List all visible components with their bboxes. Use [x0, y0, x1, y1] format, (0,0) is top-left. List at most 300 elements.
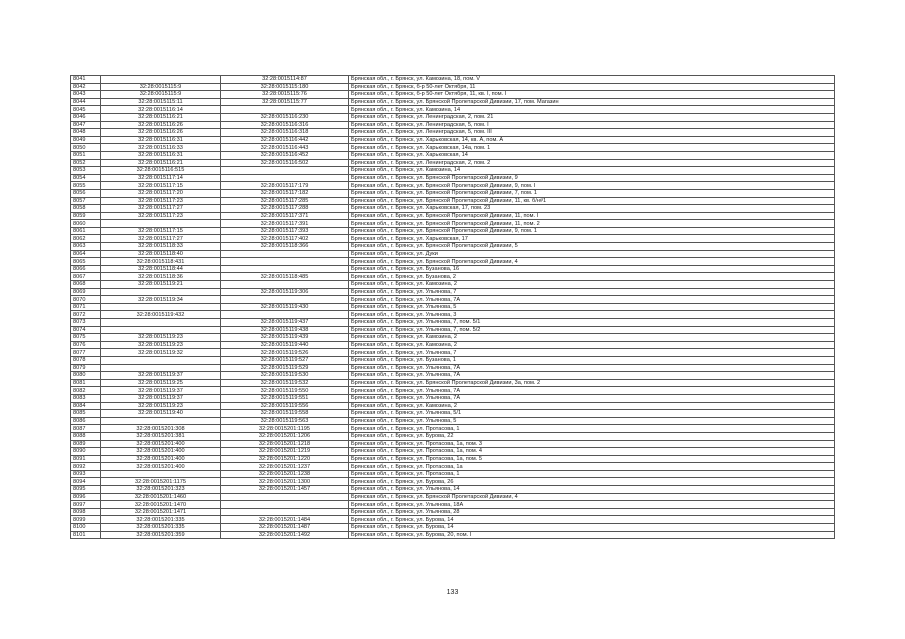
- object-cadastral-number-cell: 32:28:0015119:529: [221, 364, 349, 372]
- object-cadastral-number-cell: 32:28:0015116:452: [221, 151, 349, 159]
- address-cell: Брянская обл., г. Брянск, ул. Бузанова, 2: [349, 273, 835, 281]
- row-number-cell: 8083: [71, 394, 101, 402]
- table-row: [71, 356, 835, 364]
- address-cell: Брянская обл., г. Брянск, ул. Брянской Пролетарской Дивизии, 3а, пом. 2: [349, 379, 835, 387]
- table-row: [71, 258, 835, 266]
- row-number-cell: 8093: [71, 470, 101, 478]
- table-row: [71, 121, 835, 129]
- parcel-cadastral-number-cell: 32:28:0015119:32: [101, 349, 221, 357]
- row-number-cell: 8086: [71, 417, 101, 425]
- row-number-cell: 8089: [71, 440, 101, 448]
- parcel-cadastral-number-cell: 32:28:0015115:9: [101, 91, 221, 99]
- table-row: [71, 212, 835, 220]
- address-cell: Брянская обл., г. Брянск, ул. Бузанова, 16: [349, 265, 835, 273]
- row-number-cell: 8055: [71, 182, 101, 190]
- address-cell: Брянская обл., г. Брянск, ул. Дуки: [349, 250, 835, 258]
- table-row: [71, 227, 835, 235]
- table-row: [71, 524, 835, 532]
- parcel-cadastral-number-cell: 32:28:0015119:40: [101, 410, 221, 418]
- table-row: [71, 463, 835, 471]
- object-cadastral-number-cell: 32:28:0015116:316: [221, 121, 349, 129]
- row-number-cell: 8056: [71, 189, 101, 197]
- row-number-cell: 8076: [71, 341, 101, 349]
- address-cell: Брянская обл., г. Брянск, ул. Ленинградская, 2, пом. 21: [349, 113, 835, 121]
- table-row: [71, 501, 835, 509]
- address-cell: Брянская обл., г. Брянск, ул. Бурова, 14: [349, 516, 835, 524]
- table-row: [71, 129, 835, 137]
- address-cell: Брянская обл., г. Брянск, ул. Брянской Пролетарской Дивизии, 9: [349, 174, 835, 182]
- row-number-cell: 8085: [71, 410, 101, 418]
- row-number-cell: 8050: [71, 144, 101, 152]
- object-cadastral-number-cell: 32:28:0015201:1484: [221, 516, 349, 524]
- object-cadastral-number-cell: [221, 258, 349, 266]
- row-number-cell: 8060: [71, 220, 101, 228]
- object-cadastral-number-cell: [221, 311, 349, 319]
- parcel-cadastral-number-cell: [101, 326, 221, 334]
- address-cell: Брянская обл., г. Брянск, ул. Протасова, 1а, пом. 5: [349, 455, 835, 463]
- object-cadastral-number-cell: 32:28:0015118:366: [221, 243, 349, 251]
- address-cell: Брянская обл., г. Брянск, ул. Харьковская, 17: [349, 235, 835, 243]
- row-number-cell: 8071: [71, 303, 101, 311]
- object-cadastral-number-cell: 32:28:0015201:1219: [221, 448, 349, 456]
- row-number-cell: 8047: [71, 121, 101, 129]
- row-number-cell: 8062: [71, 235, 101, 243]
- row-number-cell: 8044: [71, 98, 101, 106]
- row-number-cell: 8099: [71, 516, 101, 524]
- parcel-cadastral-number-cell: 32:28:0015201:381: [101, 432, 221, 440]
- table-row: [71, 243, 835, 251]
- page-number: 133: [446, 589, 459, 596]
- address-cell: Брянская обл., г. Брянск, ул. Бурова, 20, пом. I: [349, 531, 835, 539]
- table-row: [71, 440, 835, 448]
- object-cadastral-number-cell: 32:28:0015119:532: [221, 379, 349, 387]
- register-table-body: [71, 76, 835, 539]
- row-number-cell: 8067: [71, 273, 101, 281]
- address-cell: Брянская обл., г. Брянск, ул. Брянской Пролетарской Дивизии, 9, пом. I: [349, 182, 835, 190]
- address-cell: Брянская обл., г. Брянск, ул. Бузанова, 1: [349, 356, 835, 364]
- address-cell: Брянская обл., г. Брянск, ул. Ульянова, 28: [349, 508, 835, 516]
- table-row: [71, 402, 835, 410]
- object-cadastral-number-cell: 32:28:0015201:1237: [221, 463, 349, 471]
- object-cadastral-number-cell: 32:28:0015119:306: [221, 288, 349, 296]
- address-cell: Брянская обл., г. Брянск, ул. Камозина, 2: [349, 334, 835, 342]
- table-row: [71, 516, 835, 524]
- parcel-cadastral-number-cell: 32:28:0015119:25: [101, 379, 221, 387]
- table-row: [71, 432, 835, 440]
- table-row: [71, 417, 835, 425]
- row-number-cell: 8063: [71, 243, 101, 251]
- parcel-cadastral-number-cell: 32:28:0015117:14: [101, 174, 221, 182]
- object-cadastral-number-cell: 32:28:0015201:1300: [221, 478, 349, 486]
- object-cadastral-number-cell: 32:28:0015115:76: [221, 91, 349, 99]
- parcel-cadastral-number-cell: 32:28:0015118:40: [101, 250, 221, 258]
- parcel-cadastral-number-cell: 32:28:0015117:23: [101, 212, 221, 220]
- table-row: [71, 98, 835, 106]
- address-cell: Брянская обл., г. Брянск, ул. Ульянова, 7: [349, 349, 835, 357]
- parcel-cadastral-number-cell: 32:28:0015117:27: [101, 205, 221, 213]
- row-number-cell: 8072: [71, 311, 101, 319]
- object-cadastral-number-cell: [221, 296, 349, 304]
- table-row: [71, 470, 835, 478]
- address-cell: Брянская обл., г. Брянск, ул. Ленинградская, 2, пом. 2: [349, 159, 835, 167]
- address-cell: Брянская обл., г. Брянск, ул. Брянской Пролетарской Дивизии, 4: [349, 493, 835, 501]
- row-number-cell: 8084: [71, 402, 101, 410]
- parcel-cadastral-number-cell: 32:28:0015201:400: [101, 448, 221, 456]
- table-row: [71, 379, 835, 387]
- address-cell: Брянская обл., г. Брянск, ул. Протасова, 1: [349, 425, 835, 433]
- table-row: [71, 235, 835, 243]
- table-row: [71, 394, 835, 402]
- address-cell: Брянская обл., г. Брянск, ул. Ульянова, 14: [349, 486, 835, 494]
- address-cell: Брянская обл., г. Брянск, ул. Брянской Пролетарской Дивизии, 7, пом. 1: [349, 189, 835, 197]
- table-row: [71, 311, 835, 319]
- object-cadastral-number-cell: 32:28:0015201:1218: [221, 440, 349, 448]
- object-cadastral-number-cell: 32:28:0015119:437: [221, 319, 349, 327]
- parcel-cadastral-number-cell: [101, 356, 221, 364]
- parcel-cadastral-number-cell: [101, 364, 221, 372]
- object-cadastral-number-cell: 32:28:0015119:526: [221, 349, 349, 357]
- table-row: [71, 205, 835, 213]
- address-cell: Брянская обл., г. Брянск, ул. Камозина, 2: [349, 281, 835, 289]
- address-cell: Брянская обл., г. Брянск, ул. Ульянова, 5/1: [349, 410, 835, 418]
- object-cadastral-number-cell: [221, 167, 349, 175]
- address-cell: Брянская обл., г. Брянск, ул. Брянской Пролетарской Дивизии, 4: [349, 258, 835, 266]
- table-row: [71, 508, 835, 516]
- parcel-cadastral-number-cell: 32:28:0015116:14: [101, 106, 221, 114]
- object-cadastral-number-cell: 32:28:0015115:77: [221, 98, 349, 106]
- address-cell: Брянская обл., г. Брянск, ул. Брянской Пролетарской Дивизии, 11, кв. б/н#1: [349, 197, 835, 205]
- row-number-cell: 8053: [71, 167, 101, 175]
- address-cell: Брянская обл., г. Брянск, ул. Протасова, 1а, пом. 3: [349, 440, 835, 448]
- object-cadastral-number-cell: 32:28:0015117:391: [221, 220, 349, 228]
- object-cadastral-number-cell: 32:28:0015117:288: [221, 205, 349, 213]
- address-cell: Брянская обл., г. Брянск, ул. Камозина, 18, пом. V: [349, 76, 835, 84]
- address-cell: Брянская обл., г. Брянск, ул. Ульянова, 7А: [349, 387, 835, 395]
- address-cell: Брянская обл., г. Брянск, ул. Ульянова, 7А: [349, 372, 835, 380]
- parcel-cadastral-number-cell: 32:28:0015115:9: [101, 83, 221, 91]
- parcel-cadastral-number-cell: [101, 319, 221, 327]
- parcel-cadastral-number-cell: 32:28:0015119:432: [101, 311, 221, 319]
- row-number-cell: 8078: [71, 356, 101, 364]
- address-cell: Брянская обл., г. Брянск, ул. Бурова, 26: [349, 478, 835, 486]
- parcel-cadastral-number-cell: 32:28:0015117:15: [101, 182, 221, 190]
- table-row: [71, 106, 835, 114]
- address-cell: Брянская обл., г. Брянск, ул. Протасова, 1а, пом. 4: [349, 448, 835, 456]
- table-row: [71, 364, 835, 372]
- parcel-cadastral-number-cell: [101, 76, 221, 84]
- row-number-cell: 8051: [71, 151, 101, 159]
- object-cadastral-number-cell: [221, 508, 349, 516]
- row-number-cell: 8045: [71, 106, 101, 114]
- table-row: [71, 136, 835, 144]
- object-cadastral-number-cell: 32:28:0015119:563: [221, 417, 349, 425]
- object-cadastral-number-cell: 32:28:0015119:430: [221, 303, 349, 311]
- address-cell: Брянская обл., г. Брянск, ул. Камозина, 14: [349, 106, 835, 114]
- parcel-cadastral-number-cell: 32:28:0015201:400: [101, 463, 221, 471]
- object-cadastral-number-cell: 32:28:0015119:550: [221, 387, 349, 395]
- table-row: [71, 288, 835, 296]
- object-cadastral-number-cell: 32:28:0015201:1238: [221, 470, 349, 478]
- address-cell: Брянская обл., г. Брянск, ул. Брянской Пролетарской Дивизии, 5: [349, 243, 835, 251]
- row-number-cell: 8098: [71, 508, 101, 516]
- parcel-cadastral-number-cell: 32:28:0015119:34: [101, 296, 221, 304]
- row-number-cell: 8065: [71, 258, 101, 266]
- parcel-cadastral-number-cell: [101, 220, 221, 228]
- table-row: [71, 410, 835, 418]
- object-cadastral-number-cell: 32:28:0015116:230: [221, 113, 349, 121]
- address-cell: Брянская обл., г. Брянск, ул. Брянской Пролетарской Дивизии, 11, пом. 2: [349, 220, 835, 228]
- table-row: [71, 113, 835, 121]
- row-number-cell: 8077: [71, 349, 101, 357]
- row-number-cell: 8081: [71, 379, 101, 387]
- parcel-cadastral-number-cell: 32:28:0015201:335: [101, 524, 221, 532]
- object-cadastral-number-cell: 32:28:0015115:180: [221, 83, 349, 91]
- table-row: [71, 189, 835, 197]
- parcel-cadastral-number-cell: 32:28:0015201:1471: [101, 508, 221, 516]
- object-cadastral-number-cell: 32:28:0015119:527: [221, 356, 349, 364]
- address-cell: Брянская обл., г. Брянск, ул. Камозина, 14: [349, 167, 835, 175]
- row-number-cell: 8096: [71, 493, 101, 501]
- row-number-cell: 8046: [71, 113, 101, 121]
- address-cell: Брянская обл., г. Брянск, ул. Ульянова, 5: [349, 303, 835, 311]
- parcel-cadastral-number-cell: [101, 417, 221, 425]
- object-cadastral-number-cell: [221, 106, 349, 114]
- parcel-cadastral-number-cell: 32:28:0015116:26: [101, 121, 221, 129]
- address-cell: Брянская обл., г. Брянск, ул. Камозина, 2: [349, 402, 835, 410]
- table-row: [71, 159, 835, 167]
- object-cadastral-number-cell: 32:28:0015117:182: [221, 189, 349, 197]
- address-cell: Брянская обл., г. Брянск, б-р 50-лет Октября, 11, кв. I, пом. I: [349, 91, 835, 99]
- address-cell: Брянская обл., г. Брянск, ул. Харьковская, 14, кв. А, пом. А: [349, 136, 835, 144]
- parcel-cadastral-number-cell: 32:28:0015119:23: [101, 334, 221, 342]
- parcel-cadastral-number-cell: [101, 288, 221, 296]
- object-cadastral-number-cell: 32:28:0015201:1206: [221, 432, 349, 440]
- table-row: [71, 182, 835, 190]
- row-number-cell: 8094: [71, 478, 101, 486]
- address-cell: Брянская обл., г. Брянск, ул. Ульянова, 7, пом. 5/1: [349, 319, 835, 327]
- parcel-cadastral-number-cell: 32:28:0015118:33: [101, 243, 221, 251]
- row-number-cell: 8079: [71, 364, 101, 372]
- parcel-cadastral-number-cell: 32:28:0015117:23: [101, 197, 221, 205]
- parcel-cadastral-number-cell: 32:28:0015201:335: [101, 516, 221, 524]
- row-number-cell: 8057: [71, 197, 101, 205]
- parcel-cadastral-number-cell: 32:28:0015116:515: [101, 167, 221, 175]
- table-row: [71, 493, 835, 501]
- object-cadastral-number-cell: 32:28:0015119:440: [221, 341, 349, 349]
- object-cadastral-number-cell: 32:28:0015201:1220: [221, 455, 349, 463]
- row-number-cell: 8059: [71, 212, 101, 220]
- table-row: [71, 144, 835, 152]
- table-row: [71, 151, 835, 159]
- parcel-cadastral-number-cell: 32:28:0015118:36: [101, 273, 221, 281]
- table-row: [71, 341, 835, 349]
- row-number-cell: 8100: [71, 524, 101, 532]
- object-cadastral-number-cell: 32:28:0015116:502: [221, 159, 349, 167]
- table-row: [71, 319, 835, 327]
- row-number-cell: 8074: [71, 326, 101, 334]
- table-row: [71, 349, 835, 357]
- address-cell: Брянская обл., г. Брянск, ул. Харьковская, 14а, пом. 1: [349, 144, 835, 152]
- table-row: [71, 296, 835, 304]
- row-number-cell: 8058: [71, 205, 101, 213]
- table-row: [71, 326, 835, 334]
- parcel-cadastral-number-cell: 32:28:0015116:31: [101, 136, 221, 144]
- row-number-cell: 8042: [71, 83, 101, 91]
- parcel-cadastral-number-cell: 32:28:0015201:359: [101, 531, 221, 539]
- parcel-cadastral-number-cell: 32:28:0015115:11: [101, 98, 221, 106]
- table-row: [71, 167, 835, 175]
- object-cadastral-number-cell: 32:28:0015201:1492: [221, 531, 349, 539]
- row-number-cell: 8069: [71, 288, 101, 296]
- row-number-cell: 8049: [71, 136, 101, 144]
- row-number-cell: 8092: [71, 463, 101, 471]
- object-cadastral-number-cell: 32:28:0015119:439: [221, 334, 349, 342]
- parcel-cadastral-number-cell: 32:28:0015201:323: [101, 486, 221, 494]
- object-cadastral-number-cell: 32:28:0015114:87: [221, 76, 349, 84]
- row-number-cell: 8075: [71, 334, 101, 342]
- table-row: [71, 83, 835, 91]
- object-cadastral-number-cell: 32:28:0015117:179: [221, 182, 349, 190]
- row-number-cell: 8061: [71, 227, 101, 235]
- row-number-cell: 8087: [71, 425, 101, 433]
- address-cell: Брянская обл., г. Брянск, ул. Бурова, 14: [349, 524, 835, 532]
- object-cadastral-number-cell: 32:28:0015118:485: [221, 273, 349, 281]
- table-row: [71, 250, 835, 258]
- address-cell: Брянская обл., г. Брянск, ул. Брянской Пролетарской Дивизии, 9, пом. 1: [349, 227, 835, 235]
- table-row: [71, 387, 835, 395]
- table-row: [71, 486, 835, 494]
- object-cadastral-number-cell: 32:28:0015119:551: [221, 394, 349, 402]
- address-cell: Брянская обл., г. Брянск, ул. Камозина, 2: [349, 341, 835, 349]
- table-row: [71, 372, 835, 380]
- object-cadastral-number-cell: 32:28:0015116:442: [221, 136, 349, 144]
- parcel-cadastral-number-cell: [101, 303, 221, 311]
- row-number-cell: 8068: [71, 281, 101, 289]
- object-cadastral-number-cell: [221, 493, 349, 501]
- parcel-cadastral-number-cell: 32:28:0015119:37: [101, 387, 221, 395]
- object-cadastral-number-cell: [221, 501, 349, 509]
- address-cell: Брянская обл., г. Брянск, ул. Ленинградская, 5, пом. III: [349, 129, 835, 137]
- table-row: [71, 91, 835, 99]
- object-cadastral-number-cell: 32:28:0015201:1457: [221, 486, 349, 494]
- parcel-cadastral-number-cell: 32:28:0015116:21: [101, 113, 221, 121]
- table-row: [71, 455, 835, 463]
- parcel-cadastral-number-cell: 32:28:0015117:15: [101, 227, 221, 235]
- parcel-cadastral-number-cell: 32:28:0015201:1470: [101, 501, 221, 509]
- table-row: [71, 220, 835, 228]
- address-cell: Брянская обл., г. Брянск, ул. Ульянова, 7, пом. 5/2: [349, 326, 835, 334]
- address-cell: Брянская обл., г. Брянск, ул. Ульянова, 18А: [349, 501, 835, 509]
- table-row: [71, 425, 835, 433]
- address-cell: Брянская обл., г. Брянск, ул. Ульянова, 7: [349, 288, 835, 296]
- parcel-cadastral-number-cell: 32:28:0015119:37: [101, 372, 221, 380]
- address-cell: Брянская обл., г. Брянск, ул. Брянской Пролетарской Дивизии, 11, пом. I: [349, 212, 835, 220]
- address-cell: Брянская обл., г. Брянск, ул. Харьковская, 14: [349, 151, 835, 159]
- object-cadastral-number-cell: 32:28:0015117:371: [221, 212, 349, 220]
- object-cadastral-number-cell: 32:28:0015119:530: [221, 372, 349, 380]
- parcel-cadastral-number-cell: 32:28:0015119:21: [101, 281, 221, 289]
- row-number-cell: 8073: [71, 319, 101, 327]
- object-cadastral-number-cell: [221, 281, 349, 289]
- parcel-cadastral-number-cell: 32:28:0015119:23: [101, 341, 221, 349]
- address-cell: Брянская обл., г. Брянск, ул. Ульянова, 7А: [349, 364, 835, 372]
- table-row: [71, 281, 835, 289]
- row-number-cell: 8054: [71, 174, 101, 182]
- address-cell: Брянская обл., г. Брянск, ул. Протасова, 1а: [349, 463, 835, 471]
- table-row: [71, 197, 835, 205]
- parcel-cadastral-number-cell: [101, 470, 221, 478]
- parcel-cadastral-number-cell: 32:28:0015116:26: [101, 129, 221, 137]
- row-number-cell: 8064: [71, 250, 101, 258]
- row-number-cell: 8080: [71, 372, 101, 380]
- object-cadastral-number-cell: 32:28:0015117:285: [221, 197, 349, 205]
- row-number-cell: 8043: [71, 91, 101, 99]
- object-cadastral-number-cell: 32:28:0015119:438: [221, 326, 349, 334]
- table-row: [71, 76, 835, 84]
- object-cadastral-number-cell: 32:28:0015201:1195: [221, 425, 349, 433]
- object-cadastral-number-cell: [221, 265, 349, 273]
- address-cell: Брянская обл., г. Брянск, ул. Ульянова, 7А: [349, 394, 835, 402]
- object-cadastral-number-cell: 32:28:0015119:556: [221, 402, 349, 410]
- parcel-cadastral-number-cell: 32:28:0015117:20: [101, 189, 221, 197]
- table-row: [71, 531, 835, 539]
- row-number-cell: 8066: [71, 265, 101, 273]
- row-number-cell: 8070: [71, 296, 101, 304]
- parcel-cadastral-number-cell: 32:28:0015118:44: [101, 265, 221, 273]
- parcel-cadastral-number-cell: 32:28:0015201:400: [101, 455, 221, 463]
- parcel-cadastral-number-cell: 32:28:0015119:23: [101, 402, 221, 410]
- row-number-cell: 8088: [71, 432, 101, 440]
- row-number-cell: 8097: [71, 501, 101, 509]
- object-cadastral-number-cell: 32:28:0015119:558: [221, 410, 349, 418]
- row-number-cell: 8041: [71, 76, 101, 84]
- address-cell: Брянская обл., г. Брянск, ул. Ульянова, 7А: [349, 296, 835, 304]
- object-cadastral-number-cell: 32:28:0015116:443: [221, 144, 349, 152]
- parcel-cadastral-number-cell: 32:28:0015119:37: [101, 394, 221, 402]
- table-row: [71, 334, 835, 342]
- table-row: [71, 303, 835, 311]
- address-cell: Брянская обл., г. Брянск, ул. Брянской Пролетарской Дивизии, 17, пом. Магазин: [349, 98, 835, 106]
- parcel-cadastral-number-cell: 32:28:0015201:400: [101, 440, 221, 448]
- object-cadastral-number-cell: [221, 250, 349, 258]
- parcel-cadastral-number-cell: 32:28:0015201:1175: [101, 478, 221, 486]
- parcel-cadastral-number-cell: 32:28:0015116:21: [101, 159, 221, 167]
- address-cell: Брянская обл., г. Брянск, ул. Харьковская, 17, пом. 23: [349, 205, 835, 213]
- row-number-cell: 8082: [71, 387, 101, 395]
- cadastral-register-table: [70, 75, 835, 539]
- row-number-cell: 8091: [71, 455, 101, 463]
- parcel-cadastral-number-cell: 32:28:0015201:1460: [101, 493, 221, 501]
- address-cell: Брянская обл., г. Брянск, ул. Ульянова, 3: [349, 311, 835, 319]
- object-cadastral-number-cell: 32:28:0015117:393: [221, 227, 349, 235]
- address-cell: Брянская обл., г. Брянск, ул. Ленинградская, 5, пом. I: [349, 121, 835, 129]
- table-row: [71, 265, 835, 273]
- address-cell: Брянская обл., г. Брянск, ул. Ульянова, 5: [349, 417, 835, 425]
- address-cell: Брянская обл., г. Брянск, б-р 50-лет Октября, 11: [349, 83, 835, 91]
- row-number-cell: 8095: [71, 486, 101, 494]
- parcel-cadastral-number-cell: 32:28:0015201:308: [101, 425, 221, 433]
- table-row: [71, 478, 835, 486]
- table-row: [71, 174, 835, 182]
- object-cadastral-number-cell: [221, 174, 349, 182]
- object-cadastral-number-cell: 32:28:0015201:1487: [221, 524, 349, 532]
- parcel-cadastral-number-cell: 32:28:0015118:431: [101, 258, 221, 266]
- row-number-cell: 8101: [71, 531, 101, 539]
- row-number-cell: 8052: [71, 159, 101, 167]
- object-cadastral-number-cell: 32:28:0015116:318: [221, 129, 349, 137]
- row-number-cell: 8048: [71, 129, 101, 137]
- parcel-cadastral-number-cell: 32:28:0015116:33: [101, 144, 221, 152]
